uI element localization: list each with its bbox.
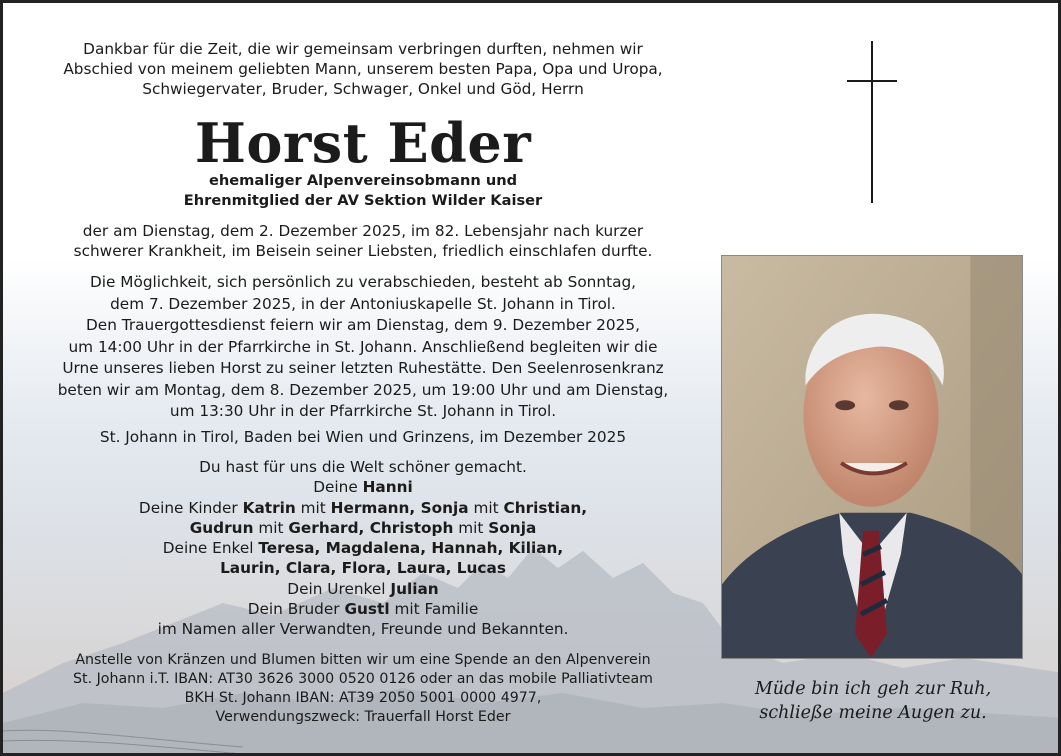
- title-line: ehemaliger Alpenvereinsobmann und: [208, 172, 518, 189]
- mourner-brother: Dein Bruder Gustl mit Familie: [247, 600, 479, 619]
- ceremony-line: Die Möglichkeit, sich persönlich zu verabschieden, besteht ab Sonntag,: [89, 273, 637, 291]
- mourner-children: Gudrun mit Gerhard, Christoph mit Sonja: [189, 518, 537, 537]
- ceremony-line: um 14:00 Uhr in der Pfarrkirche in St. Johann. Anschließend begleiten wir die: [68, 337, 658, 356]
- ceremony-line: beten wir am Montag, dem 8. Dezember 2025, um 19:00 Uhr und am Dienstag,: [57, 380, 669, 399]
- donation-request: [33, 651, 693, 727]
- intro-text: [33, 39, 693, 99]
- intro-line: Dankbar für die Zeit, die wir gemeinsam verbringen durften, nehmen wir: [83, 40, 643, 58]
- donation-line: St. Johann i.T. IBAN: AT30 3626 3000 0520 0126 oder an das mobile Palliativteam: [73, 671, 653, 687]
- death-notice: [33, 221, 693, 261]
- donation-line: Verwendungszweck: Trauerfall Horst Eder: [215, 709, 511, 725]
- donation-line: BKH St. Johann IBAN: AT39 2050 5001 0000 4977,: [184, 690, 542, 706]
- ceremony-details: [33, 272, 693, 423]
- verse-line: Müde bin ich geh zur Ruh,: [754, 679, 992, 699]
- portrait-illustration: [722, 256, 1022, 658]
- place-date: St. Johann in Tirol, Baden bei Wien und Grinzens, im Dezember 2025: [99, 428, 627, 446]
- ceremony-line: Urne unseres lieben Horst zu seiner letzten Ruhestätte. Den Seelenrosenkranz: [62, 359, 664, 377]
- cross-icon: [847, 41, 897, 203]
- deceased-name: Horst Eder: [194, 111, 532, 175]
- farewell-verse: [713, 677, 1033, 725]
- verse-line: schließe meine Augen zu.: [759, 703, 987, 723]
- death-line: schwerer Krankheit, im Beisein seiner Liebsten, friedlich einschlafen durfte.: [73, 242, 653, 260]
- mourners-list: [33, 457, 693, 640]
- death-line: der am Dienstag, dem 2. Dezember 2025, im 82. Lebensjahr nach kurzer: [82, 222, 644, 240]
- intro-line: Abschied von meinem geliebten Mann, unserem besten Papa, Opa und Uropa,: [63, 60, 663, 78]
- title-line: Ehrenmitglied der AV Sektion Wilder Kaiser: [183, 192, 543, 209]
- mourner-great-grandchild: Dein Urenkel Julian: [287, 579, 439, 598]
- mourner-grandchildren: Deine Enkel Teresa, Magdalena, Hannah, Kilian,: [162, 539, 564, 558]
- farewell-quote: Du hast für uns die Welt schöner gemacht.: [199, 458, 527, 476]
- intro-line: Schwiegervater, Bruder, Schwager, Onkel und Göd, Herrn: [142, 80, 584, 98]
- donation-line: Anstelle von Kränzen und Blumen bitten wir um eine Spende an den Alpenverein: [75, 652, 651, 668]
- mourner-children: Deine Kinder Katrin mit Hermann, Sonja mit Christian,: [138, 498, 588, 517]
- portrait-photo: [721, 255, 1023, 659]
- mourner-wife: Deine Hanni: [313, 478, 413, 497]
- mourner-grandchildren: Laurin, Clara, Flora, Laura, Lucas: [220, 559, 506, 578]
- ceremony-line: Den Trauergottesdienst feiern wir am Dienstag, dem 9. Dezember 2025,: [86, 316, 640, 334]
- mourners-closing: im Namen aller Verwandten, Freunde und Bekannten.: [157, 620, 569, 639]
- deceased-titles: [33, 171, 693, 211]
- ceremony-line: dem 7. Dezember 2025, in der Antoniuskapelle St. Johann in Tirol.: [110, 294, 616, 313]
- ceremony-line: um 13:30 Uhr in der Pfarrkirche St. Johann in Tirol.: [169, 402, 557, 420]
